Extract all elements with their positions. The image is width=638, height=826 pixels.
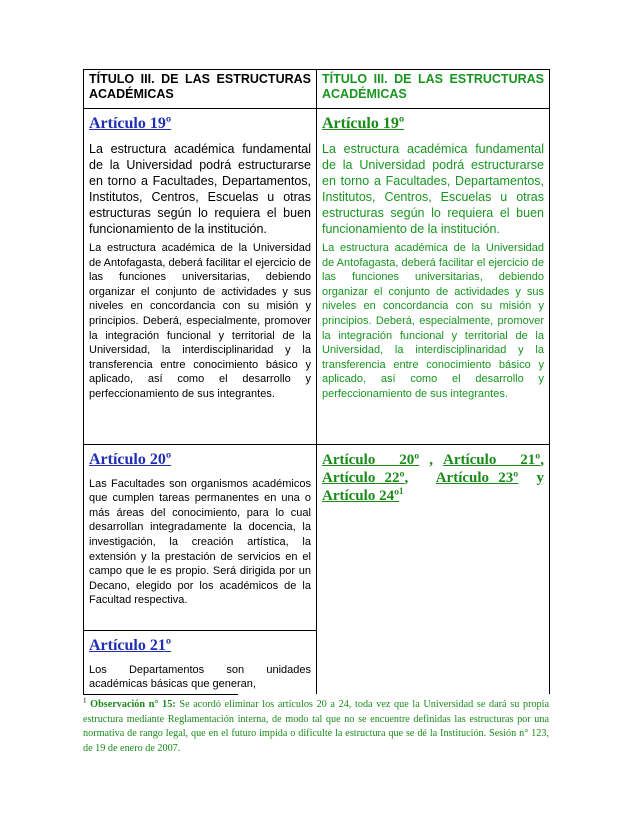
left-art20-paragraph: Las Facultades son organismos académicos que cumplen tareas permanentes en una o más áreas del conocimiento, para lo cual desarrollan integradamente la docencia, la investigación, la creación artística, la extensión y la prestación de servicios en el campo que le es propio. Será dirigida por un Decano, elegido por los académicos de la Facultad respectiva. xyxy=(89,477,311,607)
left-art19-paragraph-1: La estructura académica fundamental de la Universidad podrá estructurarse en torno a Facultades, Departamentos, Institutos, Centros, Escuelas u otras estructuras según lo requiera el buen funcionamiento de la institución. xyxy=(89,142,311,236)
left-cell-art19-heading xyxy=(84,109,317,142)
right-cell-art19-heading xyxy=(317,109,550,142)
art19-body-row xyxy=(84,141,550,444)
right-cell-merged-articles xyxy=(317,444,550,694)
right-art21-label: Artículo 21º xyxy=(443,451,541,468)
left-art19-heading: Artículo 19º xyxy=(89,115,172,132)
right-art19-heading: Artículo 19º xyxy=(322,115,405,132)
comparison-table xyxy=(83,69,550,694)
left-cell-title xyxy=(84,70,317,109)
right-art19-paragraph-2: La estructura académica de la Universidad de Antofagasta, deberá facilitar el ejercicio de las funciones universitarias, debiendo organizar el conjunto de actividades y sus niveles en concordancia con su misión y principios. Deberá, especialmente, promover la integración funcional y territorial de la Universidad, la interdisciplinaridad y la transferencia entre conocimiento básico y aplicado, así como el desarrollo y perfeccionamiento de sus integrantes. xyxy=(322,242,544,400)
right-art24-label: Artículo 24º xyxy=(322,487,400,504)
left-art21-heading: Artículo 21º xyxy=(89,636,172,654)
right-cell-art19-body xyxy=(317,141,550,444)
left-cell-art21 xyxy=(84,630,317,694)
right-merged-articles: Artículo 20º , Artículo 21º, Artículo 22º, Artículo 23º y Artículo 24º$^1$ xyxy=(322,451,545,504)
left-cell-art19-body xyxy=(84,141,317,444)
right-art19-paragraph-1: La estructura académica fundamental de la Universidad podrá estructurarse en torno a Facultades, Departamentos, Institutos, Centros, Escuelas u otras estructuras según lo requiera el buen funcionamiento de la institución. xyxy=(322,142,544,236)
left-art20-heading: Artículo 20º xyxy=(89,450,172,468)
right-art23-label: Artículo 23º xyxy=(435,469,519,486)
art19-heading-row xyxy=(84,109,550,142)
right-art20-label: Artículo 20º xyxy=(322,451,420,468)
footnote xyxy=(83,698,549,756)
left-title: TÍTULO III. DE LAS ESTRUCTURAS ACADÉMICAS xyxy=(89,72,311,101)
left-cell-art20 xyxy=(84,444,317,630)
right-art22-label: Artículo 22º xyxy=(322,469,405,486)
footnote-label: Observación n° 15: xyxy=(90,699,176,710)
right-and-word: y xyxy=(536,469,545,486)
left-art19-paragraph-2: La estructura académica de la Universidad de Antofagasta, deberá facilitar el ejercicio de las funciones universitarias, debiendo organizar el conjunto de actividades y sus niveles en concordancia con su misión y principios. Deberá, especialmente, promover la integración funcional y territorial de la Universidad, la interdisciplinaridad y la transferencia entre conocimiento básico y aplicado, así como el desarrollo y perfeccionamiento de sus integrantes. xyxy=(89,242,311,400)
footnote-text: Se acordó eliminar los artículos 20 a 24, toda vez que la Universidad se dará su propia estructura mediante Reglamentación interna, de modo tal que no se encuentre definidas las estructuras por una normativa de rango legal, que en el futuro impida o dificulte la estructura que se dé la Institución. Sesión n° 123, de 19 de enero de 2007. xyxy=(83,699,549,754)
title-row xyxy=(84,70,550,109)
footnote-marker: 1 xyxy=(83,696,87,705)
left-art21-paragraph: Los Departamentos son unidades académicas básicas que generan, xyxy=(89,663,311,691)
right-comma-separator: , xyxy=(429,451,433,468)
right-cell-title xyxy=(317,70,550,109)
footnote-reference: 1 xyxy=(399,485,404,496)
footnote-separator xyxy=(83,694,238,695)
art20-row xyxy=(84,444,550,630)
right-title: TÍTULO III. DE LAS ESTRUCTURAS ACADÉMICAS xyxy=(322,72,544,101)
